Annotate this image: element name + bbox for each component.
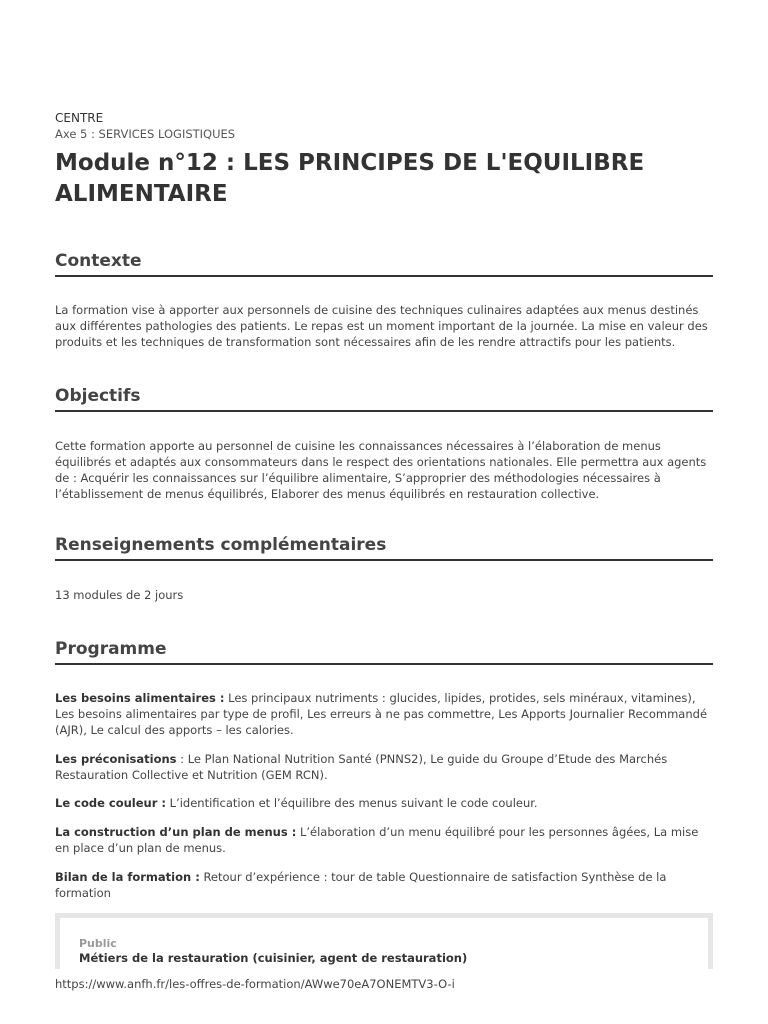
programme-item	[55, 690, 713, 738]
contexte-text: La formation vise à apporter aux personnels de cuisine des techniques culinaires adaptées aux menus destinés aux différentes pathologies des patients. Le repas est un moment important de la journée. La mise en valeur des produits et les techniques de transformation sont nécessaires afin de les rendre attractifs pour les patients.	[55, 303, 708, 349]
programme-item-text: Retour d’expérience : tour de table Questionnaire de satisfaction Synthèse de la formation	[55, 870, 667, 900]
programme-item	[55, 869, 713, 901]
section-renseignements	[55, 534, 713, 603]
public-box	[55, 913, 713, 969]
objectifs-text: Cette formation apporte au personnel de cuisine les connaissances nécessaires à l’élaboration de menus équilibrés et adaptés aux consommateurs dans le respect des orientations nationales. Elle permettra aux agents de : Acquérir les connaissances sur l’équilibre alimentaire, S’approprier des méthodologies nécessaires à l’établissement de menus équilibrés, Elaborer des menus équilibrés en restauration collective.	[55, 439, 707, 501]
section-contexte	[55, 250, 713, 350]
programme-item	[55, 751, 713, 783]
programme-item-label: La construction d’un plan de menus :	[55, 825, 297, 839]
programme-item-text: : Le Plan National Nutrition Santé (PNNS2), Le guide du Groupe d’Etude des Marchés Restauration Collective et Nutrition (GEM RCN).	[55, 752, 668, 782]
programme-item-label: Bilan de la formation :	[55, 870, 200, 884]
programme-item-label: Les besoins alimentaires :	[55, 691, 225, 705]
programme-list	[55, 690, 713, 901]
page-title: Module n°12 : LES PRINCIPES DE L'EQUILIBRE ALIMENTAIRE	[55, 150, 645, 207]
objectifs-heading: Objectifs	[55, 385, 713, 412]
document-header	[55, 110, 713, 210]
programme-item-label: Les préconisations	[55, 752, 177, 766]
footer-url[interactable]: https://www.anfh.fr/les-offres-de-formation/AWwe70eA7ONEMTV3-O-i	[55, 977, 455, 991]
programme-item	[55, 824, 713, 856]
axe-label: Axe 5 : SERVICES LOGISTIQUES	[55, 127, 236, 141]
programme-item-text: L’identification et l’équilibre des menus suivant le code couleur.	[166, 796, 538, 810]
programme-heading: Programme	[55, 638, 713, 665]
public-label: Public	[79, 937, 117, 950]
section-objectifs	[55, 385, 713, 502]
renseignements-text: 13 modules de 2 jours	[55, 588, 184, 602]
programme-item-text: L’élaboration d’un menu équilibré pour les personnes âgées, La mise en place d’un plan de menus.	[55, 825, 699, 855]
public-value: Métiers de la restauration (cuisinier, agent de restauration)	[79, 951, 468, 965]
section-programme	[55, 638, 713, 901]
programme-item-text: Les principaux nutriments : glucides, lipides, protides, sels minéraux, vitamines), Les besoins alimentaires par type de profil, Les erreurs à ne pas commettre, Les Apports Journalier Recommandé (AJR), Le calcul des apports – les calories.	[55, 691, 708, 737]
programme-item-label: Le code couleur :	[55, 796, 166, 810]
contexte-heading: Contexte	[55, 250, 713, 277]
centre-label: CENTRE	[55, 111, 104, 125]
renseignements-heading: Renseignements complémentaires	[55, 534, 713, 561]
programme-item	[55, 795, 713, 811]
